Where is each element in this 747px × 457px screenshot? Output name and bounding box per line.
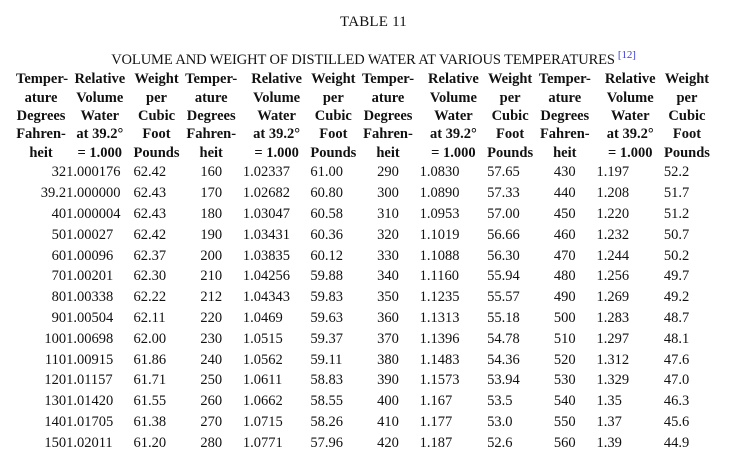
temperature-cell: 320	[377, 226, 399, 243]
relative-volume-cell: 1.000000	[66, 185, 121, 202]
weight-cell: 62.42	[133, 226, 167, 243]
temperature-cell: 40	[51, 205, 67, 222]
relative-volume-cell: 1.00698	[66, 330, 114, 347]
weight-cell: 51.7	[663, 185, 690, 202]
weight-cell: 62.30	[133, 268, 167, 285]
weight-cell: 62.22	[133, 289, 167, 306]
header-temp-cell: Degrees	[363, 107, 413, 124]
header-volume-cell: = 1.000	[431, 144, 476, 161]
temperature-cell: 430	[553, 164, 576, 181]
header-volume-cell: Volume	[429, 89, 477, 106]
relative-volume-cell: 1.1160	[419, 268, 460, 285]
weight-cell: 55.94	[487, 268, 520, 285]
temperature-cell: 150	[44, 434, 67, 451]
table-row	[16, 183, 710, 204]
header-row	[16, 107, 710, 125]
table-number: TABLE 11	[340, 14, 407, 30]
weight-cell: 46.3	[663, 393, 690, 410]
header-temp-cell: Fahren-	[16, 126, 66, 143]
relative-volume-cell: 1.1235	[419, 289, 460, 306]
relative-volume-cell: 1.00027	[66, 226, 114, 243]
header-temp-cell: Degrees	[186, 107, 236, 124]
temperature-cell: 540	[553, 393, 576, 410]
temperature-cell: 520	[553, 351, 576, 368]
header-volume-cell: at 39.2°	[606, 126, 654, 143]
header-volume-cell: Water	[257, 107, 296, 124]
header-temp-cell: Temper-	[538, 71, 591, 88]
temperature-cell: 170	[200, 185, 223, 202]
weight-cell: 57.65	[487, 164, 520, 181]
relative-volume-cell: 1.01705	[66, 413, 114, 430]
relative-volume-cell: 1.35	[596, 393, 622, 410]
temperature-cell: 120	[44, 372, 67, 389]
header-volume-cell: Water	[80, 107, 120, 124]
weight-cell: 61.00	[310, 164, 343, 181]
table-row	[16, 224, 710, 245]
caption-text: VOLUME AND WEIGHT OF DISTILLED WATER AT VARIOUS TEMPERATURES	[111, 51, 615, 68]
temperature-cell: 280	[200, 434, 223, 451]
temperature-cell: 420	[377, 434, 399, 451]
header-volume-cell: Volume	[606, 89, 654, 106]
weight-cell: 53.0	[487, 413, 513, 430]
header-weight-cell: Foot	[142, 126, 171, 143]
weight-cell: 59.83	[310, 289, 343, 306]
temperature-cell: 100	[44, 330, 67, 347]
header-temp-cell: Fahren-	[539, 126, 590, 143]
header-temp-cell: Fahren-	[186, 126, 237, 143]
header-row	[16, 125, 710, 143]
weight-cell: 52.6	[487, 434, 513, 451]
relative-volume-cell: 1.00915	[66, 351, 114, 368]
relative-volume-cell: 1.232	[596, 226, 630, 243]
weight-cell: 57.33	[487, 185, 520, 202]
table-row	[16, 204, 710, 225]
temperature-cell: 250	[200, 372, 223, 389]
header-weight-cell: per	[146, 89, 167, 106]
relative-volume-cell: 1.283	[596, 309, 630, 326]
temperature-cell: 550	[553, 413, 576, 430]
relative-volume-cell: 1.1313	[419, 309, 460, 326]
relative-volume-cell: 1.1396	[419, 330, 460, 347]
table-row	[16, 391, 710, 412]
table-row	[16, 287, 710, 308]
temperature-cell: 300	[377, 185, 399, 202]
temperature-cell: 480	[553, 268, 576, 285]
header-weight-cell: Cubic	[491, 107, 529, 124]
weight-cell: 61.86	[133, 351, 167, 368]
temperature-cell: 90	[51, 309, 67, 326]
header-weight-cell: Weight	[487, 71, 533, 88]
relative-volume-cell: 1.312	[596, 351, 630, 368]
temperature-cell: 70	[51, 268, 67, 285]
table-row	[16, 328, 710, 349]
weight-cell: 61.71	[133, 372, 167, 389]
relative-volume-cell: 1.00504	[66, 309, 114, 326]
header-volume-cell: Volume	[253, 89, 301, 106]
temperature-cell: 160	[200, 164, 223, 181]
weight-cell: 55.57	[487, 289, 520, 306]
weight-cell: 54.36	[487, 351, 520, 368]
header-volume-cell: Relative	[251, 71, 302, 88]
temperature-cell: 140	[44, 413, 67, 430]
weight-cell: 60.58	[310, 205, 343, 222]
weight-cell: 59.88	[310, 268, 343, 285]
header-weight-cell: per	[676, 89, 698, 106]
temperature-cell: 190	[200, 226, 223, 243]
header-volume-cell: Water	[610, 107, 650, 124]
weight-cell: 59.11	[310, 351, 343, 368]
weight-cell: 50.2	[663, 247, 690, 264]
temperature-cell: 350	[377, 289, 399, 306]
header-row	[16, 70, 710, 88]
temperature-cell: 210	[200, 268, 223, 285]
temperature-cell: 290	[377, 164, 399, 181]
header-row	[16, 88, 710, 106]
relative-volume-cell: 1.04256	[242, 268, 290, 285]
relative-volume-cell: 1.1483	[419, 351, 460, 368]
weight-cell: 61.55	[133, 393, 167, 410]
header-weight-cell: per	[499, 89, 521, 106]
relative-volume-cell: 1.01157	[66, 372, 113, 389]
relative-volume-cell: 1.197	[596, 164, 630, 181]
relative-volume-cell: 1.02011	[66, 434, 113, 451]
weight-cell: 53.5	[487, 393, 513, 410]
header-volume-cell: = 1.000	[254, 144, 299, 161]
temperature-cell: 32	[51, 164, 67, 181]
header-volume-cell: Volume	[76, 89, 124, 106]
table-row	[16, 432, 710, 453]
header-weight-cell: Weight	[134, 71, 179, 88]
temperature-cell: 340	[377, 268, 399, 285]
weight-cell: 48.1	[663, 330, 690, 347]
relative-volume-cell: 1.177	[419, 413, 453, 430]
relative-volume-cell: 1.0771	[242, 434, 283, 451]
table-caption	[0, 49, 747, 69]
header-temp-cell: Temper-	[361, 71, 415, 88]
temperature-cell: 360	[377, 309, 399, 326]
relative-volume-cell: 1.03431	[242, 226, 290, 243]
relative-volume-cell: 1.39	[596, 434, 622, 451]
weight-cell: 62.11	[133, 309, 166, 326]
table-row	[16, 162, 710, 183]
relative-volume-cell: 1.256	[596, 268, 630, 285]
relative-volume-cell: 1.02682	[242, 185, 290, 202]
weight-cell: 62.37	[133, 247, 167, 264]
weight-cell: 45.6	[663, 413, 690, 430]
header-weight-cell: Pounds	[133, 144, 180, 161]
header-weight-cell: Weight	[664, 71, 710, 88]
header-row	[16, 144, 710, 162]
header-temp-cell: heit	[376, 144, 400, 161]
weight-cell: 54.78	[487, 330, 520, 347]
temperature-cell: 530	[553, 372, 576, 389]
weight-cell: 49.2	[663, 289, 690, 306]
temperature-cell: 220	[200, 309, 223, 326]
weight-cell: 44.9	[663, 434, 690, 451]
temperature-cell: 410	[377, 413, 399, 430]
relative-volume-cell: 1.0715	[242, 413, 283, 430]
header-temp-cell: Degrees	[16, 107, 66, 124]
temperature-cell: 370	[377, 330, 399, 347]
weight-cell: 51.2	[663, 205, 690, 222]
relative-volume-cell: 1.244	[596, 247, 630, 264]
header-weight-cell: Foot	[672, 126, 702, 143]
temperature-cell: 110	[44, 351, 67, 368]
relative-volume-cell: 1.03835	[242, 247, 290, 264]
relative-volume-cell: 1.04343	[242, 289, 290, 306]
relative-volume-cell: 1.220	[596, 205, 630, 222]
relative-volume-cell: 1.00096	[66, 247, 114, 264]
header-weight-cell: Pounds	[663, 144, 710, 161]
relative-volume-cell: 1.000176	[66, 164, 121, 181]
weight-cell: 59.37	[310, 330, 343, 347]
temperature-cell: 380	[377, 351, 399, 368]
relative-volume-cell: 1.0469	[242, 309, 283, 326]
weight-cell: 62.00	[133, 330, 167, 347]
header-volume-cell: Water	[434, 107, 473, 124]
relative-volume-cell: 1.167	[419, 393, 453, 410]
relative-volume-cell: 1.0562	[242, 351, 283, 368]
header-volume-cell: = 1.000	[77, 144, 123, 161]
temperature-cell: 470	[553, 247, 576, 264]
header-volume-cell: Relative	[428, 71, 479, 88]
header-temp-cell: Temper-	[185, 71, 238, 88]
temperature-cell: 240	[200, 351, 223, 368]
temperature-cell: 330	[377, 247, 399, 264]
relative-volume-cell: 1.37	[596, 413, 622, 430]
table-row	[16, 266, 710, 287]
temperature-cell: 230	[200, 330, 223, 347]
weight-cell: 48.7	[663, 309, 690, 326]
header-weight-cell: Cubic	[314, 107, 352, 124]
relative-volume-cell: 1.0953	[419, 205, 460, 222]
relative-volume-cell: 1.297	[596, 330, 630, 347]
header-temp-cell: ature	[24, 89, 58, 106]
relative-volume-cell: 1.0890	[419, 185, 460, 202]
weight-cell: 49.7	[663, 268, 690, 285]
relative-volume-cell: 1.00338	[66, 289, 114, 306]
header-volume-cell: = 1.000	[607, 144, 653, 161]
header-weight-cell: Cubic	[668, 107, 706, 124]
weight-cell: 59.63	[310, 309, 343, 326]
weight-cell: 61.38	[133, 413, 167, 430]
relative-volume-cell: 1.0830	[419, 164, 460, 181]
header-volume-cell: at 39.2°	[429, 126, 477, 143]
weight-cell: 60.80	[310, 185, 343, 202]
weight-cell: 62.43	[133, 185, 167, 202]
weight-cell: 62.43	[133, 205, 167, 222]
weight-cell: 60.36	[310, 226, 343, 243]
relative-volume-cell: 1.187	[419, 434, 453, 451]
header-temp-cell: Degrees	[540, 107, 590, 124]
relative-volume-cell: 1.0515	[242, 330, 283, 347]
relative-volume-cell: 1.1573	[419, 372, 460, 389]
header-volume-cell: Relative	[74, 71, 126, 88]
weight-cell: 58.26	[310, 413, 343, 430]
header-temp-cell: heit	[29, 144, 53, 161]
temperature-cell: 50	[51, 226, 67, 243]
weight-cell: 53.94	[487, 372, 520, 389]
temperature-cell: 510	[553, 330, 576, 347]
temperature-cell: 500	[553, 309, 576, 326]
header-temp-cell: ature	[371, 89, 405, 106]
temperature-cell: 560	[553, 434, 576, 451]
weight-cell: 56.30	[487, 247, 520, 264]
relative-volume-cell: 1.329	[596, 372, 630, 389]
header-temp-cell: Fahren-	[363, 126, 413, 143]
header-weight-cell: per	[322, 89, 344, 106]
table-row	[16, 412, 710, 433]
relative-volume-cell: 1.03047	[242, 205, 290, 222]
header-temp-cell: ature	[548, 89, 582, 106]
header-weight-cell: Pounds	[310, 144, 357, 161]
relative-volume-cell: 1.208	[596, 185, 630, 202]
header-temp-cell: heit	[553, 144, 577, 161]
header-volume-cell: at 39.2°	[253, 126, 301, 143]
weight-cell: 62.42	[133, 164, 167, 181]
temperature-cell: 270	[200, 413, 223, 430]
temperature-cell: 450	[553, 205, 576, 222]
relative-volume-cell: 1.1019	[419, 226, 460, 243]
relative-volume-cell: 1.0611	[242, 372, 283, 389]
header-weight-cell: Foot	[496, 126, 525, 143]
weight-cell: 52.2	[663, 164, 690, 181]
temperature-cell: 310	[377, 205, 399, 222]
header-volume-cell: at 39.2°	[76, 126, 124, 143]
weight-cell: 57.00	[487, 205, 520, 222]
relative-volume-cell: 1.1088	[419, 247, 460, 264]
temperature-cell: 400	[377, 393, 399, 410]
relative-volume-cell: 1.000004	[66, 205, 121, 222]
table-row	[16, 349, 710, 370]
weight-cell: 57.96	[310, 434, 343, 451]
water-properties-table	[16, 70, 710, 453]
table-row	[16, 370, 710, 391]
header-temp-cell: ature	[194, 89, 228, 106]
weight-cell: 47.6	[663, 351, 690, 368]
relative-volume-cell: 1.02337	[242, 164, 290, 181]
header-weight-cell: Weight	[311, 71, 356, 88]
relative-volume-cell: 1.00201	[66, 268, 114, 285]
weight-cell: 56.66	[487, 226, 520, 243]
temperature-cell: 60	[51, 247, 67, 264]
temperature-cell: 212	[200, 289, 223, 306]
temperature-cell: 460	[553, 226, 576, 243]
temperature-cell: 390	[377, 372, 399, 389]
header-weight-cell: Pounds	[487, 144, 534, 161]
temperature-cell: 80	[51, 289, 67, 306]
table-row	[16, 308, 710, 329]
header-weight-cell: Foot	[319, 126, 348, 143]
header-temp-cell: heit	[199, 144, 223, 161]
relative-volume-cell: 1.269	[596, 289, 630, 306]
temperature-cell: 490	[553, 289, 576, 306]
weight-cell: 61.20	[133, 434, 167, 451]
header-weight-cell: Cubic	[137, 107, 176, 124]
relative-volume-cell: 1.0662	[242, 393, 283, 410]
table-body	[16, 162, 710, 453]
weight-cell: 50.7	[663, 226, 690, 243]
table-row	[16, 245, 710, 266]
header-volume-cell: Relative	[604, 71, 656, 88]
weight-cell: 55.18	[487, 309, 520, 326]
temperature-cell: 130	[44, 393, 67, 410]
temperature-cell: 39.2	[40, 185, 67, 202]
weight-cell: 58.83	[310, 372, 343, 389]
weight-cell: 58.55	[310, 393, 343, 410]
reference-link[interactable]: [12]	[617, 49, 636, 61]
temperature-cell: 200	[200, 247, 223, 264]
weight-cell: 60.12	[310, 247, 343, 264]
relative-volume-cell: 1.01420	[66, 393, 114, 410]
temperature-cell: 440	[553, 185, 576, 202]
temperature-cell: 180	[200, 205, 223, 222]
weight-cell: 47.0	[663, 372, 690, 389]
temperature-cell: 260	[200, 393, 223, 410]
table-header	[16, 70, 710, 162]
header-temp-cell: Temper-	[16, 71, 69, 88]
